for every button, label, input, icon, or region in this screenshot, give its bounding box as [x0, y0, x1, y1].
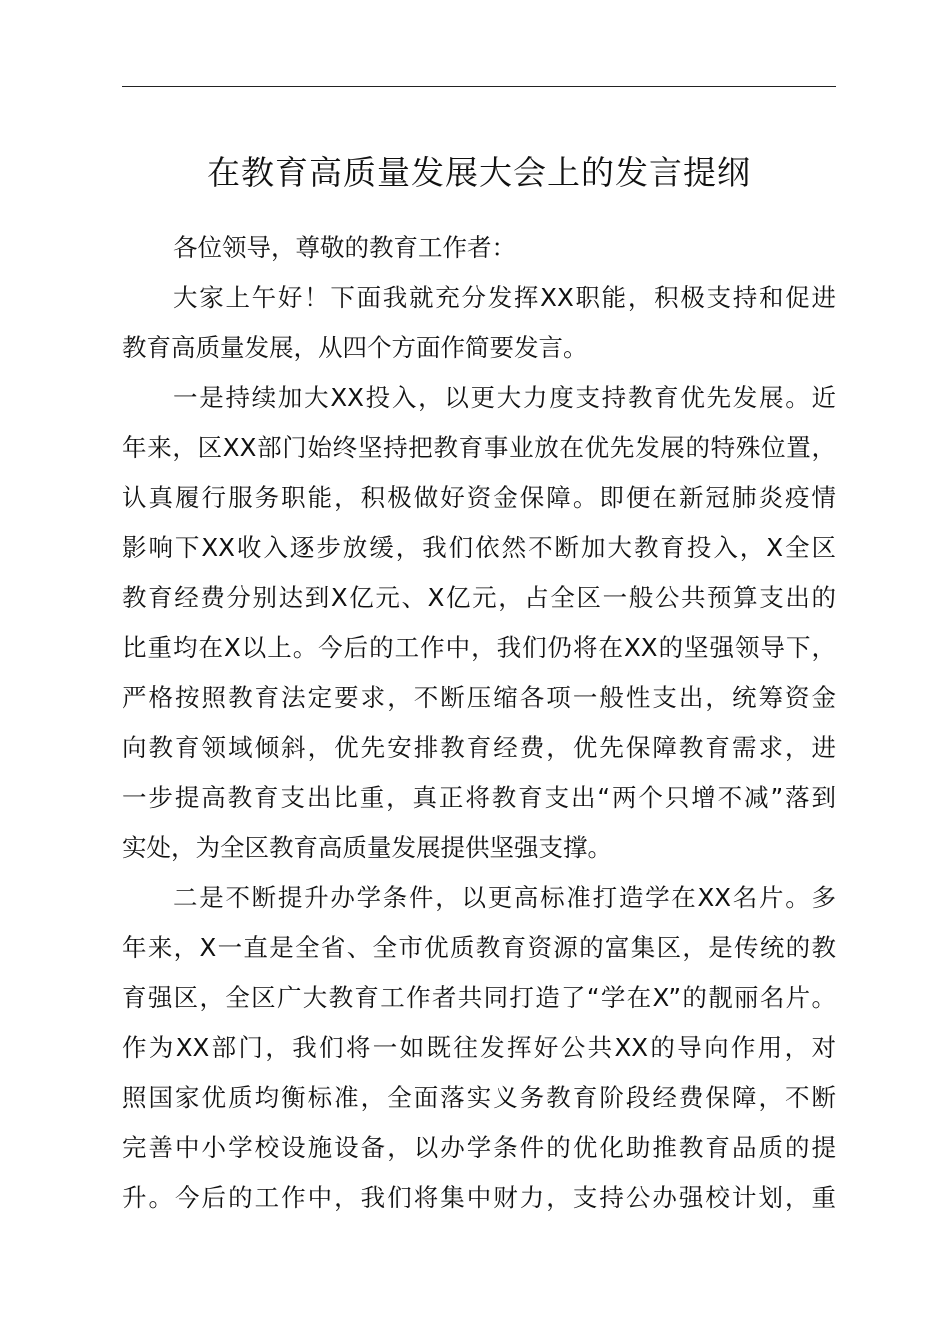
header-rule [122, 86, 836, 87]
body-line: 年来，X一直是全省、全市优质教育资源的富集区，是传统的教 [122, 933, 836, 962]
body-line: 二是不断提升办学条件，以更高标准打造学在XX名片。多 [173, 883, 836, 912]
body-line: 升。今后的工作中，我们将集中财力，支持公办强校计划，重 [122, 1183, 836, 1212]
body-line: 育强区，全区广大教育工作者共同打造了“学在X”的靓丽名片。 [122, 983, 836, 1012]
body-line: 大家上午好！下面我就充分发挥XX职能，积极支持和促进 [173, 283, 836, 312]
body-line: 年来，区XX部门始终坚持把教育事业放在优先发展的特殊位置， [122, 433, 836, 462]
body-line: 完善中小学校设施设备，以办学条件的优化助推教育品质的提 [122, 1133, 836, 1162]
body-line: 认真履行服务职能，积极做好资金保障。即便在新冠肺炎疫情 [122, 483, 836, 512]
body-line: 一是持续加大XX投入，以更大力度支持教育优先发展。近 [173, 383, 836, 412]
body-line: 比重均在X以上。今后的工作中，我们仍将在XX的坚强领导下， [122, 633, 836, 662]
body-line: 作为XX部门，我们将一如既往发挥好公共XX的导向作用，对 [122, 1033, 836, 1062]
body-line: 教育高质量发展，从四个方面作简要发言。 [122, 333, 588, 362]
body-line: 教育经费分别达到X亿元、X亿元，占全区一般公共预算支出的 [122, 583, 836, 612]
body-line: 实处，为全区教育高质量发展提供坚强支撑。 [122, 833, 612, 862]
body-line: 影响下XX收入逐步放缓，我们依然不断加大教育投入，X全区 [122, 533, 836, 562]
body-line: 向教育领域倾斜，优先安排教育经费，优先保障教育需求，进 [122, 733, 836, 762]
document-title: 在教育高质量发展大会上的发言提纲 [207, 153, 751, 192]
body-line: 一步提高教育支出比重，真正将教育支出“两个只增不减”落到 [122, 783, 836, 812]
document-body [122, 223, 836, 1223]
salutation: 各位领导，尊敬的教育工作者： [173, 233, 516, 262]
body-line: 照国家优质均衡标准，全面落实义务教育阶段经费保障，不断 [122, 1083, 836, 1112]
body-line: 严格按照教育法定要求，不断压缩各项一般性支出，统筹资金 [122, 683, 836, 712]
